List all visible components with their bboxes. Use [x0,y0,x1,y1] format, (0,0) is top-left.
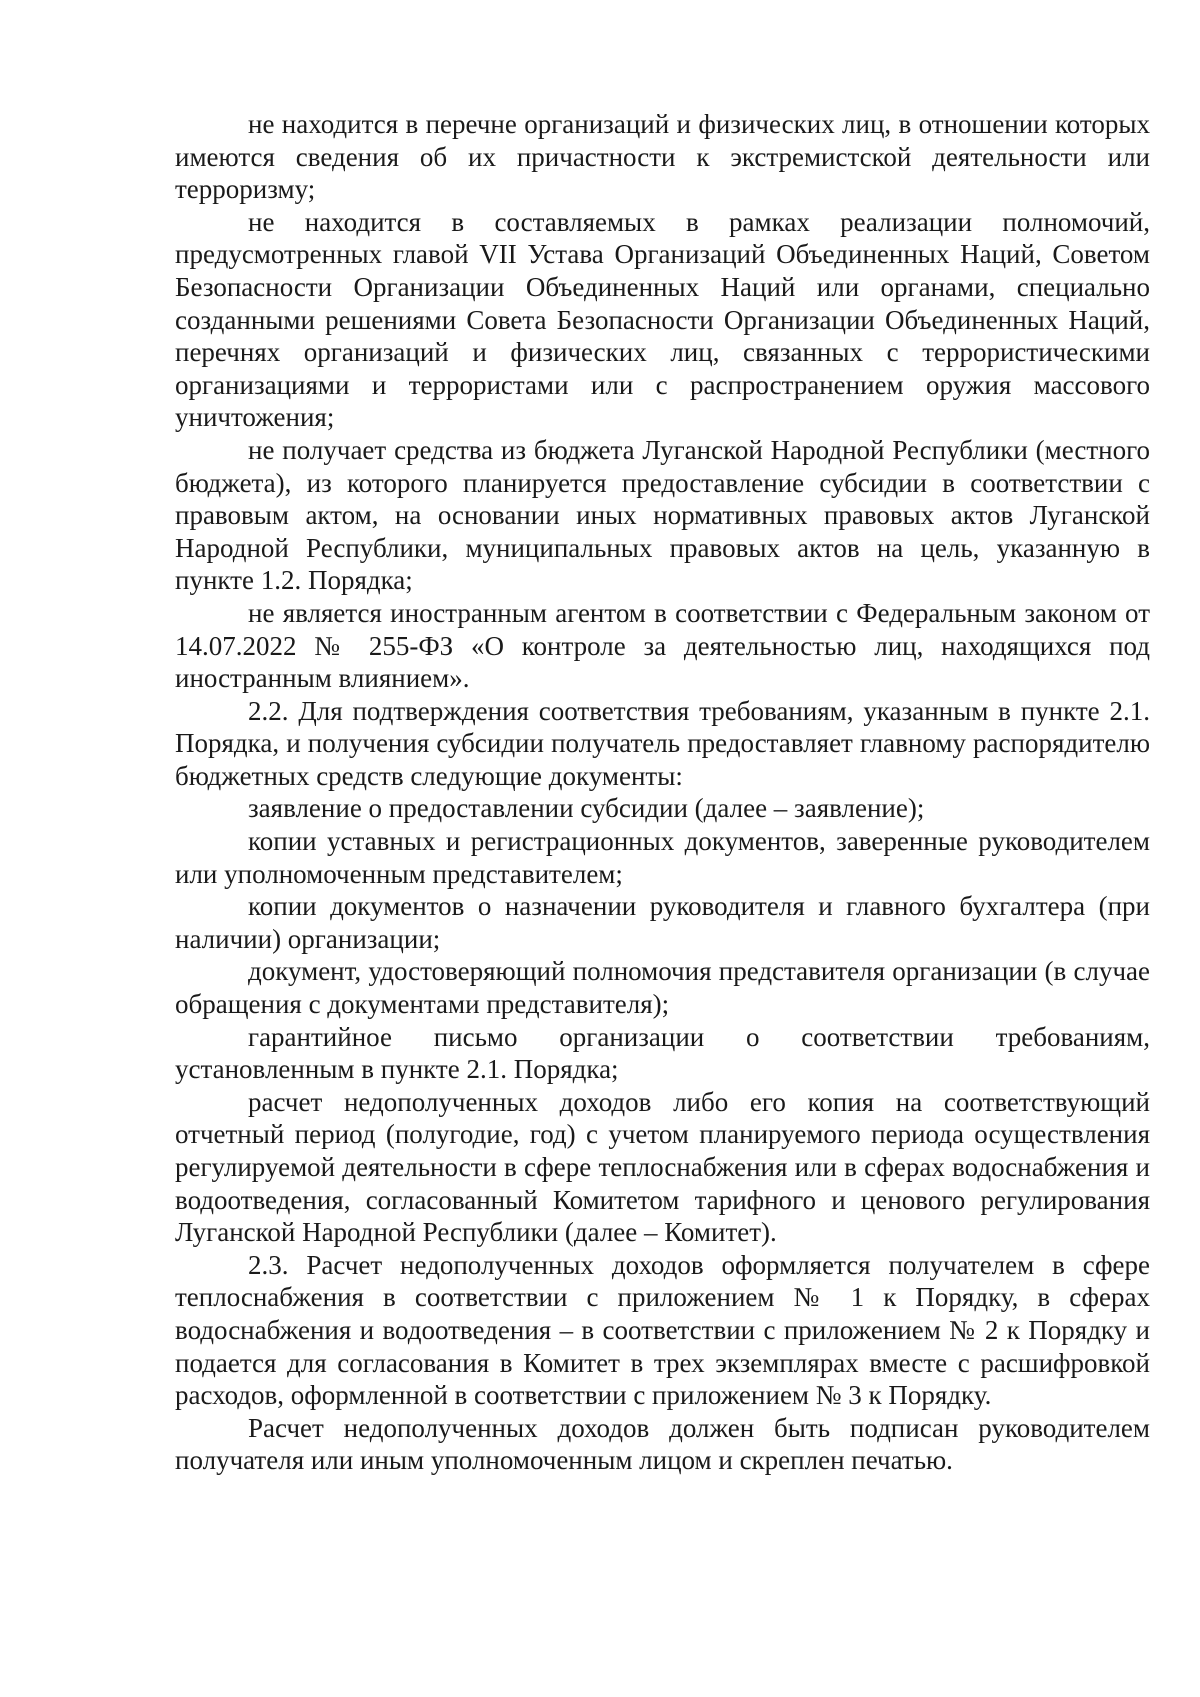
paragraph-2-3: 2.3. Расчет недополученных доходов оформляется получателем в сфере теплоснабжения в соответствии с приложением № 1 к Порядку, в сферах водоснабжения и водоотведения – в соответствии с приложением № 2 к Порядку и подается для согласования в Комитет в трех экземплярах вместе с расшифровкой расходов, оформленной в соответствии с приложением № 3 к Порядку. [175,1249,1150,1411]
paragraph-signature-requirement: Расчет недополученных доходов должен быть подписан руководителем получателя или иным уполномоченным лицом и скреплен печатью. [175,1412,1150,1476]
paragraph-no-budget-funds: не получает средства из бюджета Луганской Народной Республики (местного бюджета), из которого планируется предоставление субсидии в соответствии с правовым актом, на основании иных нормативных правовых актов Луганской Народной Республики, муниципальных правовых актов на цель, указанную в пункте 1.2. Порядка; [175,434,1150,596]
paragraph-authority-document: документ, удостоверяющий полномочия представителя организации (в случае обращения с документами представителя); [175,956,1150,1020]
paragraph-charter-copies: копии уставных и регистрационных документов, заверенные руководителем или уполномоченным представителем; [175,826,1150,889]
paragraph-not-in-un-lists: не находится в составляемых в рамках реализации полномочий, предусмотренных главой VII Устава Организаций Объединенных Наций, Советом Безопасности Организации Объединенных Наций или органами, специально созданными решениями Совета Безопасности Организации Объединенных Наций, перечнях организаций и физических лиц, связанных с террористическими организациями и террористами или с распространением оружия массового уничтожения; [175,206,1150,433]
document-body [175,108,1150,1477]
paragraph-not-foreign-agent: не является иностранным агентом в соответствии с Федеральным законом от 14.07.2022 № 255-ФЗ «О контроле за деятельностью лиц, находящихся под иностранным влиянием». [175,597,1150,694]
paragraph-2-2: 2.2. Для подтверждения соответствия требованиям, указанным в пункте 2.1. Порядка, и получения субсидии получатель предоставляет главному распорядителю бюджетных средств следующие документы: [175,695,1150,791]
paragraph-application: заявление о предоставлении субсидии (далее – заявление); [248,793,925,824]
paragraph-appointment-copies: копии документов о назначении руководителя и главного бухгалтера (при наличии) организации; [175,891,1150,954]
paragraph-guarantee-letter: гарантийное письмо организации о соответствии требованиям, установленным в пункте 2.1. Порядка; [175,1021,1150,1085]
paragraph-not-in-extremist-list: не находится в перечне организаций и физических лиц, в отношении которых имеются сведения об их причастности к экстремистской деятельности или терроризму; [175,109,1150,205]
paragraph-lost-income-calculation: расчет недополученных доходов либо его копия на соответствующий отчетный период (полугодие, год) с учетом планируемого периода осуществления регулируемой деятельности в сфере теплоснабжения или в сферах водоснабжения и водоотведения, согласованный Комитетом тарифного и ценового регулирования Луганской Народной Республики (далее – Комитет). [175,1086,1150,1248]
